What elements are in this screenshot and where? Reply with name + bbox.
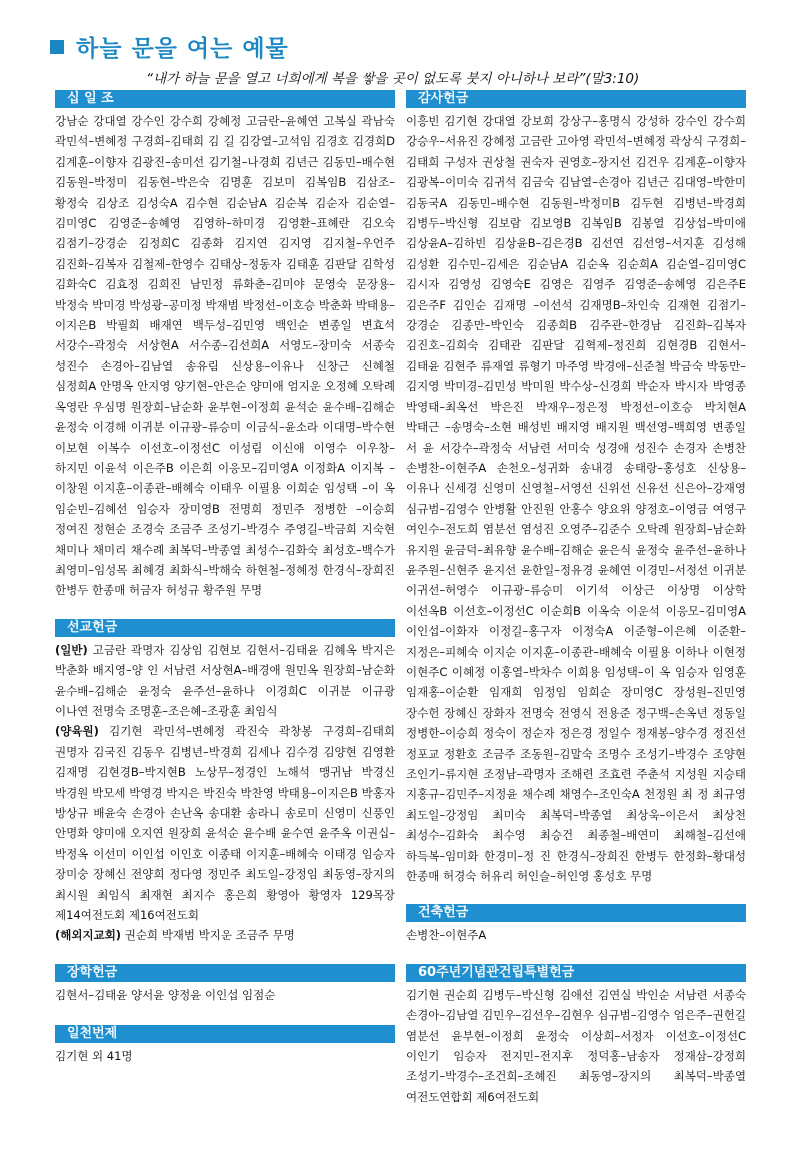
right-column — [406, 90, 746, 1107]
mission-overseas — [55, 925, 395, 945]
left-column — [55, 90, 395, 1067]
construction-section — [406, 904, 746, 945]
scholarship-heading: 장학헌금 — [55, 964, 395, 982]
mission-overseas-text: 권순희 박재범 박지운 조금주 무명 — [121, 928, 295, 943]
title-bullet-icon — [50, 40, 64, 54]
anniversary-heading: 60주년기념관건립특별헌금 — [406, 964, 746, 982]
first-week-section — [55, 1025, 395, 1066]
tithe-names: 강남순 강대열 강수인 강수희 강혜정 고금란–윤혜연 고복실 곽남숙 곽민석–변혜정 구경희–김태희 김 길 김강열–고석임 김경호 김경희D 김계훈–이향자 김광진–송미선 김기철–나경희 김년근 김동민–배수현 김동원–박정미 김동현–박은숙 김명훈 김보미 김복임B 김삼조–황정숙 김상조 김성숙A 김수현 김순남A 김순복 김순자 김순열–김미영C 김영준–송혜영 김영하–하미경 김영환–표혜란 김오숙 김점기–강경순 김정희C 김종화 김지연 김지영 김지철–우언주 김진화–김복자 김철제–한영수 김태상–정동자 김태훈 김판달 김학성 김화숙C 김효정 김희진 남민정 류화춘–김미야 문영숙 문장용–박정숙 박미경 박성광–공미정 박재범 박정선–이호승 박춘화 박태용–이지은B 박필희 배재연 백두성–김민영 백인순 변종일 변효석 서강수–곽정숙 서상현A 서수종–김선희A 서영도–장미숙 서종숙 성진수 손경아–김남열 송유림 신상용–이유나 신창근 신혜철 심정희A 안명옥 안지영 양기현–안은순 양미애 엄지운 오정혜 오탁례 옥영란 우심명 원장희–남순화 윤부현–이정희 윤석순 윤수배–김해순 윤정숙 이경해 이귀분 이규광–류승미 이금식–윤소라 이대명–박수현 이보현 이복수 이선호–이정선C 이성림 이신애 이영수 이우창–하지민 이윤석 이은주B 이은희 이응모–김미영A 이정화A 이지복 –이창원 이지훈–이종관–배혜숙 이태우 이필용 이희순 임성택 –이 옥 임순빈–김혜선 임승자 장미영B 전명희 정민주 정병한 –이승희 정여진 정현순 조경숙 조금주 조성기–박경수 주영길–박금희 지숙현 채미나 채미리 채수례 최복덕–박종열 최성수–김화숙 최성호–백수가 최영미–임성목 최혜경 최화식–박해숙 하현철–정혜정 한경식–장희진 한병두 한종매 허금자 허성규 황주원 무명 — [55, 114, 395, 598]
mission-section — [55, 619, 395, 946]
bible-verse: “내가 하늘 문을 열고 너희에게 복을 쌓을 곳이 없도록 붓지 아니하나 보라”(말3:10) — [146, 71, 640, 87]
construction-heading: 건축헌금 — [406, 904, 746, 922]
title-row — [50, 30, 770, 63]
mission-nurture — [55, 721, 395, 925]
construction-names: 손병찬–이현주A — [406, 928, 487, 943]
mission-names — [55, 640, 395, 946]
thanks-heading: 감사헌금 — [406, 90, 746, 108]
anniversary-names: 김기현 권순희 김병두–박신형 김애선 김연실 박인순 서남련 서종숙 손경아–김남열 김민우–김선우–김현우 심규범–김영수 엄은주–권헌길 염분선 윤부현–이정희 윤정숙 이상희–서정자 이선호–이정선C 이인기 임승자 전지민–전지후 정덕홍–남송자 정재삼–강정희 조성기–박경수–조건희–조혜진 최동영–장지의 최복덕–박종열 여전도연합회 제6여전도회 — [406, 987, 746, 1104]
mission-nurture-text: 김기현 곽민석–변혜정 곽진숙 곽창봉 구경희–김태희 권명자 김국진 김동우 김병년–박경희 김세나 김수경 김양현 김영환 김재명 김현경B–박지현B 노상무–정경인 노해석 맹귀남 박경신 박경원 박모세 박영경 박지은 박진숙 박찬영 박태용–이지은B 박홍자 방상규 배윤숙 손경아 손난옥 송대환 송라니 송로미 신영미 신풍인 안명화 양미애 오지연 원장희 윤석순 윤수배 윤수연 윤주옥 이권십–박정옥 이선미 이인섭 이인호 이종태 이지훈–배혜숙 이태경 임승자 장미숭 장혜신 전양희 정다영 정민주 최도일–강정임 최동영–장지의 최시원 최임식 최재현 최지수 홍은희 황영아 황영자 129목장 제14여전도회 제16여전도회 — [55, 724, 395, 923]
scholarship-section — [55, 964, 395, 1005]
mission-nurture-label: (양육원) — [55, 724, 99, 739]
mission-general-text: 고금란 곽명자 김상임 김현보 김현서–김태윤 김혜옥 박지은 박춘화 배지영–양 인 서남련 서상현A–배경애 원민옥 원장희–남순화 윤수배–김해순 윤정숙 윤주선–윤하나 이경희C 이귀분 이규광 이나연 전명숙 조명훈–조은혜–조광훈 최임식 — [55, 642, 395, 718]
first-week-heading: 일천번제 — [55, 1025, 395, 1043]
thanks-names: 이흥빈 김기현 강대열 강보희 강상구–홍명식 강성하 강수인 강수희 강승우–서유진 강혜정 고금란 고아영 곽민석–변혜정 곽상식 구경희–김태희 구성자 권상철 권숙자 권영호–장지선 김건우 김계훈–이향자 김광복–이미숙 김귀석 김금숙 김남열–손경아 김년근 김대영–박한미 김동국A 김동민–배수현 김동원–박정미B 김두현 김병년–박경희 김병두–박신형 김보람 김보영B 김복임B 김봉열 김상섭–박미애 김상윤A–김하빈 김상윤B–김은경B 김선연 김선영–서지훈 김성해 김성환 김수민–김세은 김순남A 김순옥 김순희A 김순열–김미영C 김시자 김영성 김영숙E 김영은 김영주 김영준–송혜영 김은주E 김은주F 김인순 김재명 –이선석 김재명B–차인숙 김재현 김점기–강경순 김종만–박인숙 김종희B 김주관–한경남 김진화–김복자 김진호–김희숙 김태관 김판달 김혁제–정진희 김현경B 김현서–김태윤 김현주 류재열 류형기 마주영 박경애–신준철 박금숙 박동만–김지영 박미경–김민성 박미원 박수상–신경희 박순자 박시자 박영종 박영태–최옥선 박은진 박재우–정은정 박정선–이호승 박치현A 박태근 –송명숙–소현 배성빈 배지영 배지원 백선영–백희영 변종일 서 윤 서강수–곽정숙 서남련 서미숙 성경애 성진수 손경자 손병찬 손병찬–이현주A 손천오–성귀화 송내경 송태랑–홍성호 신상용–이유나 신세경 신영미 신영철–서영선 신위선 신유선 신은아–강재영 심규범–김영수 안병활 안진원 안홍수 양요위 양정호–이영금 여영구 여인수–전도희 염분선 염성진 오영주–김준수 오탁례 원장희–남순화 유지원 윤금덕–최유향 윤수배–김해순 윤은식 윤정숙 윤주선–윤하나 윤주원–신현주 윤지선 윤한일–정유경 윤혜연 이경민–서정선 이귀분 이귀선–허영수 이규광–류승미 이기석 이상근 이상명 이상학 이선옥B 이선호–이정선C 이순희B 이옥숙 이운석 이응모–김미영A 이인섭–이화자 이정길–홍구자 이정숙A 이준형–이은혜 이준환–지정은–피혜숙 이지순 이지훈–이종관–배혜숙 이필용 이하나 이현정 이현주C 이혜정 이홍열–박차수 이희용 임성택–이 옥 임승자 임영훈 임재홍–이순환 임재희 임정임 임희순 장미영C 장성원–진민영 장수헌 장혜신 장화자 전명숙 전영식 전용준 정구백–손옥년 정동일 정병한–이승희 정숙이 정순자 정은경 정일수 정재봉–양수경 정진선 정포교 정환호 조금주 조동원–김말숙 조명수 조성기–박경수 조양현 조인기–류지현 조정남–곽명자 조해련 조효련 주춘석 지성원 지승태 지홍규–김민주–지정윤 채수례 채영수–조인숙A 천정원 최 정 최규영 최도일–강정임 최미숙 최복덕–박종열 최상욱–이은서 최상천 최성수–김화숙 최수영 최승건 최종철–배연미 최해철–김선애 하득복–임미화 한경미–정 진 한경식–장희진 한병두 한정화–황대성 한종매 허경숙 허유리 허인슬–허인영 홍성호 무명 — [406, 114, 746, 884]
scholarship-names: 김현서–김태윤 양서윤 양정윤 이인섭 임점순 — [55, 987, 276, 1002]
first-week-names: 김기현 외 41명 — [55, 1049, 133, 1064]
mission-overseas-label: (해외지교회) — [55, 928, 122, 943]
mission-general-label: (일반) — [55, 642, 88, 657]
thanks-section — [406, 90, 746, 886]
page-header — [50, 30, 770, 87]
tithe-section — [55, 90, 395, 601]
page-title: 하늘 문을 여는 예물 — [76, 36, 289, 62]
mission-general — [55, 640, 395, 722]
anniversary-section — [406, 964, 746, 1107]
tithe-heading: 십 일 조 — [55, 90, 395, 108]
mission-heading: 선교헌금 — [55, 619, 395, 637]
